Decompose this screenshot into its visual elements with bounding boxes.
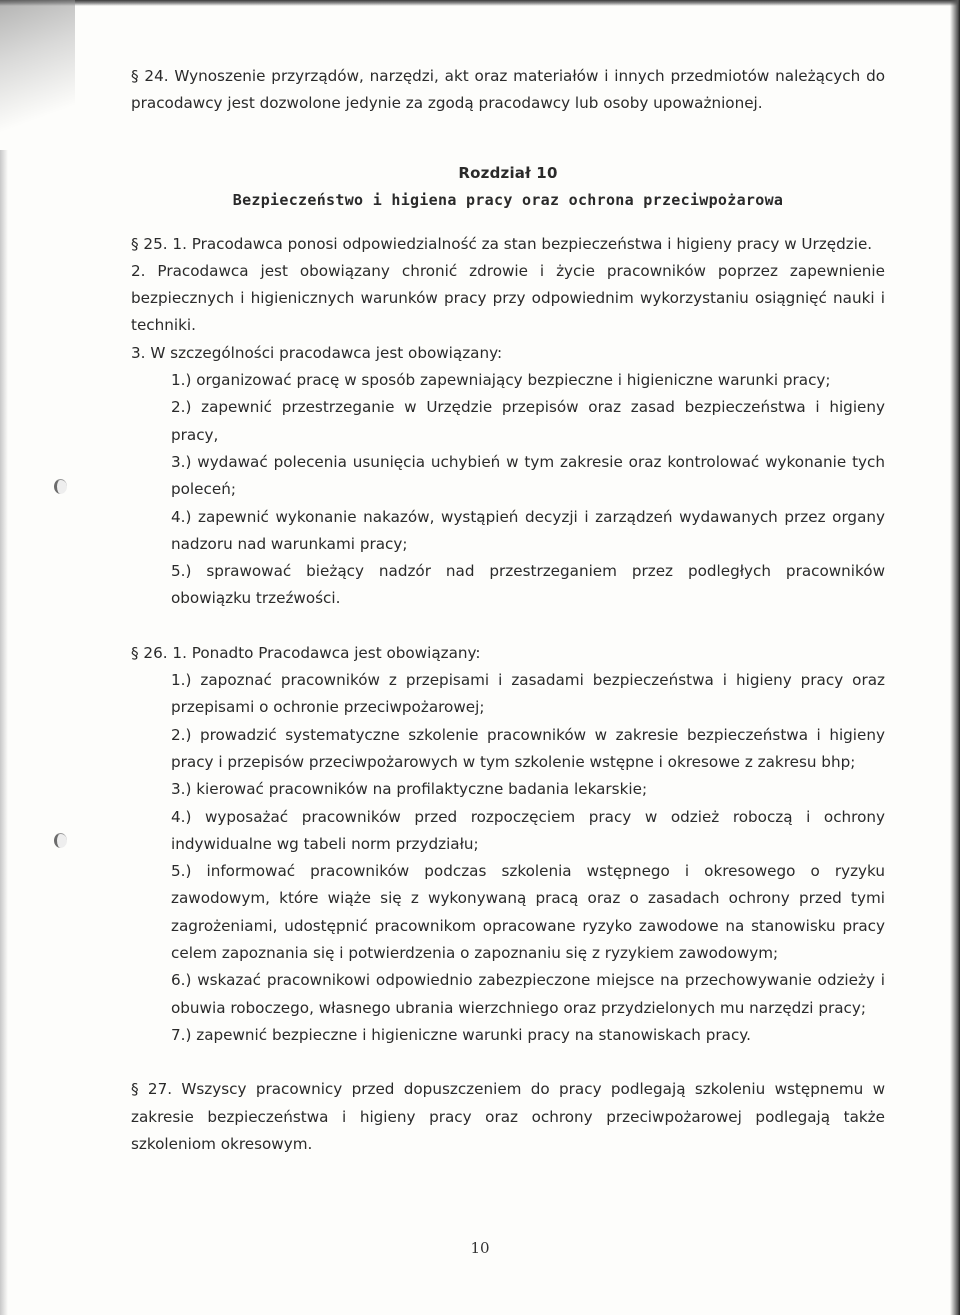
- page-number: 10: [470, 1239, 490, 1257]
- section-26-intro: § 26. 1. Ponadto Pracodawca jest obowiązany:: [131, 643, 481, 662]
- list-item: 7.) zapewnić bezpieczne i higieniczne warunki pracy na stanowiskach pracy.: [171, 1025, 751, 1044]
- section-27: § 27. Wszyscy pracownicy przed dopuszczeniem do pracy podlegają szkoleniu wstępnemu w zakresie bezpieczeństwa i higieny pracy oraz ochrony przeciwpożarowej podlegają także szkoleniom okresowym.: [131, 1080, 885, 1153]
- list-item: 5.) informować pracowników podczas szkolenia wstępnego i okresowego o ryzyku zawodowym, które wiąże się z wykonywaną pracą oraz o zasadach ochrony przed tymi zagrożeniami, udostępnić pracownikom opracowane ryzyko zawodowe na stanowisku pracy celem zapoznania się i potwierdzenia o zapoznaniu się z ryzykiem zawodowym;: [171, 862, 885, 963]
- list-item: 1.) organizować pracę w sposób zapewniający bezpieczne i higieniczne warunki pracy;: [171, 371, 831, 390]
- punch-hole-mark: [54, 833, 67, 848]
- scan-corner-shadow: [0, 0, 75, 150]
- list-item: 2.) prowadzić systematyczne szkolenie pracowników w zakresie bezpieczeństwa i higieny pracy i przepisów przeciwpożarowych w tym szkolenie wstępne i okresowe z zakresu bhp;: [171, 725, 885, 771]
- scan-edge-left: [0, 150, 8, 1315]
- scan-edge-right: [950, 0, 960, 1315]
- section-24: § 24. Wynoszenie przyrządów, narzędzi, akt oraz materiałów i innych przedmiotów należących do pracodawcy jest dozwolone jedynie za zgodą pracodawcy lub osoby upoważnionej.: [131, 67, 885, 113]
- list-item: 5.) sprawować bieżący nadzór nad przestrzeganiem przez podległych pracowników obowiązku trzeźwości.: [171, 562, 885, 608]
- list-item: 4.) wyposażać pracowników przed rozpoczęciem pracy w odzież roboczą i ochrony indywidualne wg tabeli norm przydziału;: [171, 807, 885, 853]
- scan-edge-top: [0, 0, 960, 6]
- list-item: 3.) wydawać polecenia usunięcia uchybień w tym zakresie oraz kontrolować wykonanie tych poleceń;: [171, 452, 885, 499]
- list-item: 1.) zapoznać pracowników z przepisami i zasadami bezpieczeństwa i higieny pracy oraz przepisami o ochronie przeciwpożarowej;: [171, 671, 885, 717]
- section-25-paragraph-1: § 25. 1. Pracodawca ponosi odpowiedzialność za stan bezpieczeństwa i higieny pracy w Urzędzie.: [131, 234, 873, 253]
- section-25-paragraph-3: 3. W szczególności pracodawca jest obowiązany:: [131, 343, 503, 362]
- list-item: 2.) zapewnić przestrzeganie w Urzędzie przepisów oraz zasad bezpieczeństwa i higieny pracy,: [171, 398, 885, 444]
- document-body: [131, 63, 885, 1158]
- punch-hole-mark: [54, 479, 67, 494]
- chapter-subtitle: Bezpieczeństwo i higiena pracy oraz ochrona przeciwpożarowa: [232, 190, 784, 209]
- list-item: 3.) kierować pracowników na profilaktyczne badania lekarskie;: [171, 780, 648, 799]
- section-25-paragraph-2: 2. Pracodawca jest obowiązany chronić zdrowie i życie pracowników poprzez zapewnienie bezpiecznych i higienicznych warunków pracy przy odpowiednim wykorzystaniu osiągnięć nauki i techniki.: [131, 261, 885, 335]
- list-item: 6.) wskazać pracownikowi odpowiednio zabezpieczone miejsce na przechowywanie odzieży i obuwia roboczego, własnego ubrania wierzchniego oraz przydzielonych mu narzędzi pracy;: [171, 971, 885, 1017]
- chapter-title: Rozdział 10: [458, 163, 558, 182]
- list-item: 4.) zapewnić wykonanie nakazów, wystąpień decyzji i zarządzeń wydawanych przez organy nadzoru nad warunkami pracy;: [171, 507, 885, 553]
